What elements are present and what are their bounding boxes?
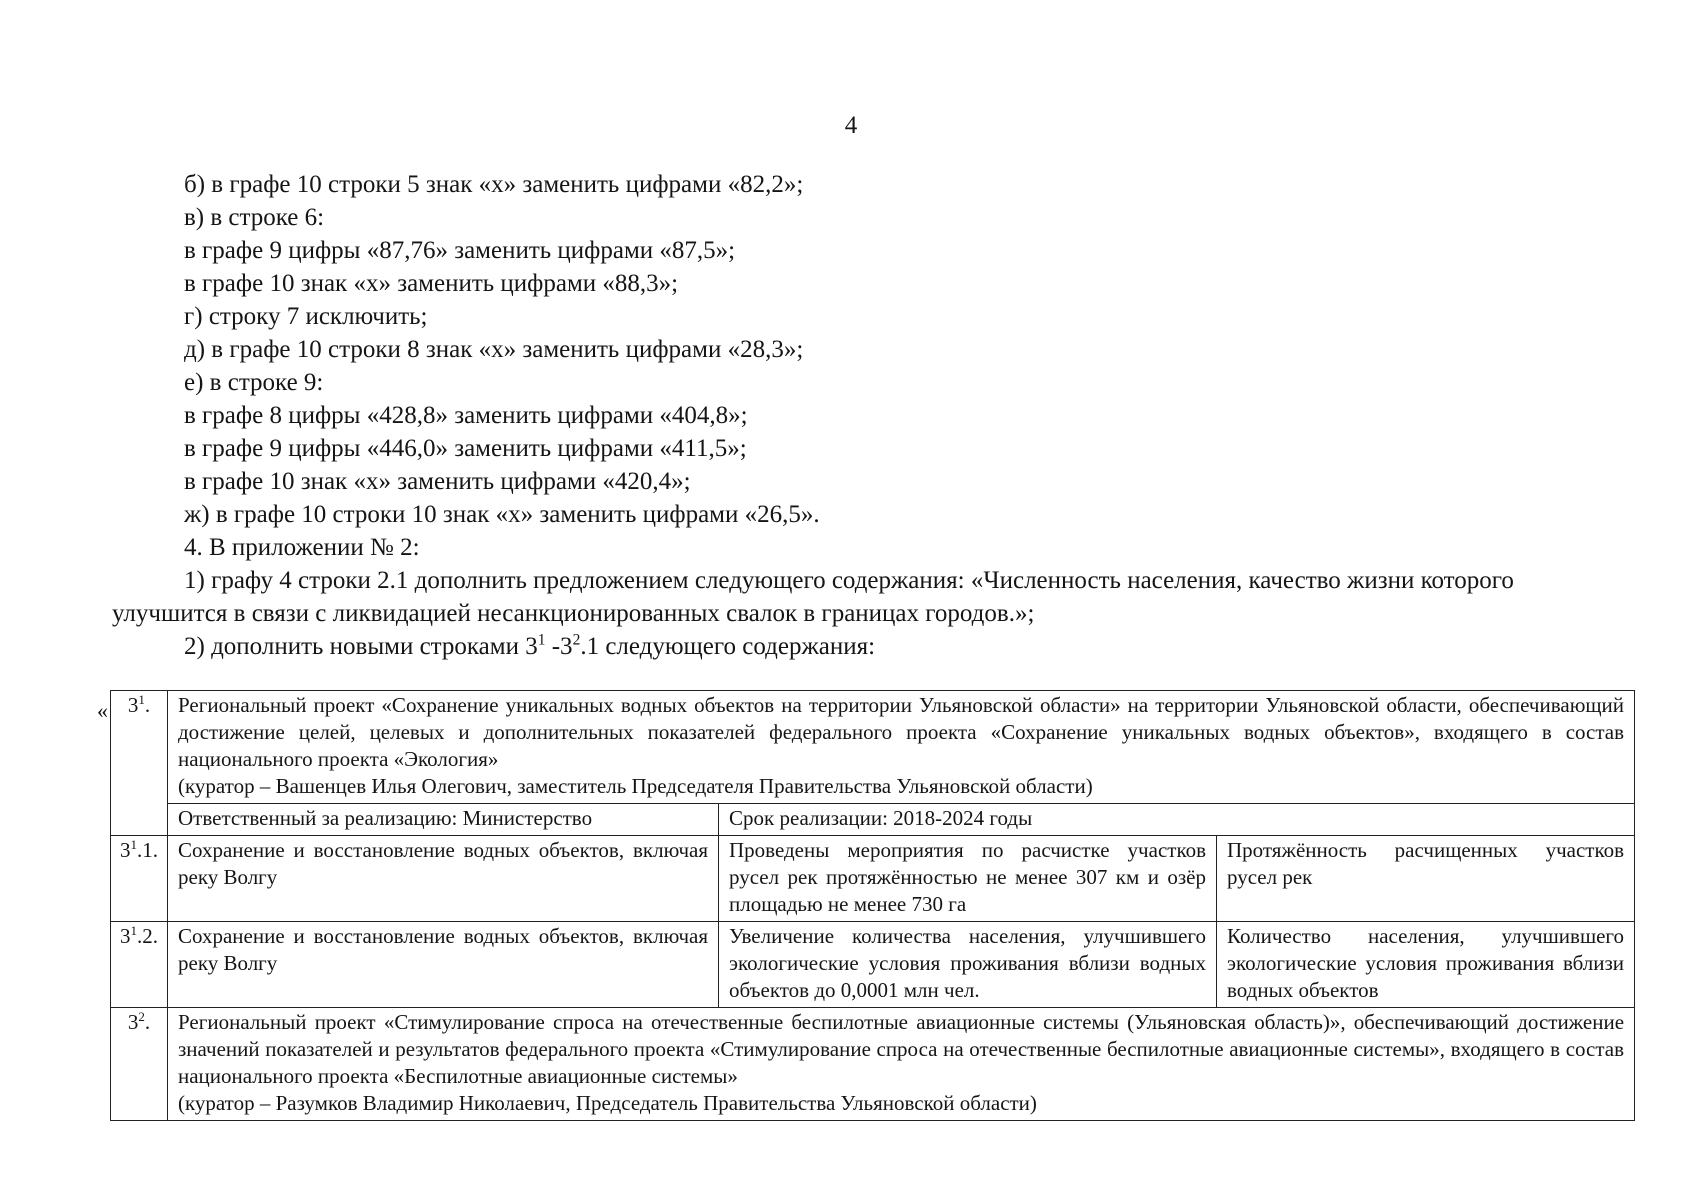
project-curator: (куратор – Разумков Владимир Николаевич, Председатель Правительства Ульяновской области): [178, 1091, 1037, 1115]
paragraph: в графе 9 цифры «446,0» заменить цифрами «411,5»;: [184, 435, 747, 462]
paragraph: 4. В приложении № 2:: [184, 534, 420, 561]
project-title: Региональный проект «Стимулирование спроса на отечественные беспилотные авиационные системы (Ульяновская область)», обеспечивающий достижение значений показателей и результатов федерального проекта «Стимулирование спроса на отечественные беспилотные авиационные системы», входящего в состав национального проекта «Беспилотные авиационные системы»: [178, 1010, 1625, 1088]
superscript: 2: [572, 631, 581, 649]
paragraph: д) в графе 10 строки 8 знак «х» заменить цифрами «28,3»;: [184, 336, 804, 363]
paragraph: в графе 9 цифры «87,76» заменить цифрами «87,5»;: [184, 237, 736, 264]
amendment-text: [112, 168, 1612, 663]
table-row: [111, 922, 1635, 1008]
table-row: [111, 1008, 1635, 1121]
paragraph: г) строку 7 исключить;: [184, 303, 428, 330]
project-title-cell: [168, 1008, 1635, 1121]
table-row: [111, 804, 1635, 836]
table-row: [111, 836, 1635, 922]
paragraph: б) в графе 10 строки 5 знак «х» заменить цифрами «82,2»;: [184, 171, 804, 198]
text-fragment: 2) дополнить новыми строками 3: [184, 633, 538, 660]
result-cell: Проведены мероприятия по расчистке участков русел рек протяжённостью не менее 307 км и озёр площадью не менее 730 га: [719, 836, 1217, 922]
indicator-cell: Протяжённость расчищенных участков русел рек: [1217, 836, 1635, 922]
paragraph: ж) в графе 10 строки 10 знак «х» заменить цифрами «26,5».: [184, 501, 820, 528]
paragraph: е) в строке 9:: [184, 369, 324, 396]
project-curator: (куратор – Вашенцев Илья Олегович, заместитель Председателя Правительства Ульяновской области): [178, 774, 1093, 798]
project-title-cell: [168, 691, 1635, 804]
paragraph: [112, 630, 1612, 663]
text-fragment: .1 следующего содержания:: [580, 633, 876, 660]
superscript: 1: [537, 631, 546, 649]
table-row: [111, 691, 1635, 804]
paragraph: в графе 8 цифры «428,8» заменить цифрами «404,8»;: [184, 402, 748, 429]
text-fragment: -3: [545, 633, 573, 660]
result-cell: Увеличение количества населения, улучшившего экологические условия проживания вблизи водных объектов до 0,0001 млн чел.: [719, 922, 1217, 1008]
task-cell: Сохранение и восстановление водных объектов, включая реку Волгу: [168, 922, 719, 1008]
row-number: $3^1.2$.: [111, 922, 168, 1008]
row-number: $3^2$.: [111, 1008, 168, 1121]
row-number: $3^1.1$.: [111, 836, 168, 922]
opening-quote: «: [97, 698, 108, 723]
paragraph: 1) графу 4 строки 2.1 дополнить предложением следующего содержания: «Численность населения, качество жизни которого улучшится в связи с ликвидацией несанкционированных свалок в границах городов.»;: [112, 567, 1514, 627]
page-number: 4: [844, 112, 858, 139]
paragraph: в графе 10 знак «х» заменить цифрами «420,4»;: [184, 468, 691, 495]
amendment-table: [110, 690, 1635, 1121]
responsible-cell: Ответственный за реализацию: Министерство: [168, 804, 719, 836]
indicator-cell: Количество населения, улучшившего экологические условия проживания вблизи водных объектов: [1217, 922, 1635, 1008]
term-cell: Срок реализации: 2018-2024 годы: [719, 804, 1635, 836]
row-number: $3^1$.: [111, 691, 168, 836]
task-cell: Сохранение и восстановление водных объектов, включая реку Волгу: [168, 836, 719, 922]
paragraph: в графе 10 знак «х» заменить цифрами «88,3»;: [184, 270, 679, 297]
project-title: Региональный проект «Сохранение уникальных водных объектов на территории Ульяновской области» на территории Ульяновской области, обеспечивающий достижение целей, целевых и дополнительных показателей федерального проекта «Сохранение уникальных водных объектов», входящего в состав национального проекта «Экология»: [178, 693, 1625, 771]
paragraph: в) в строке 6:: [184, 204, 325, 231]
